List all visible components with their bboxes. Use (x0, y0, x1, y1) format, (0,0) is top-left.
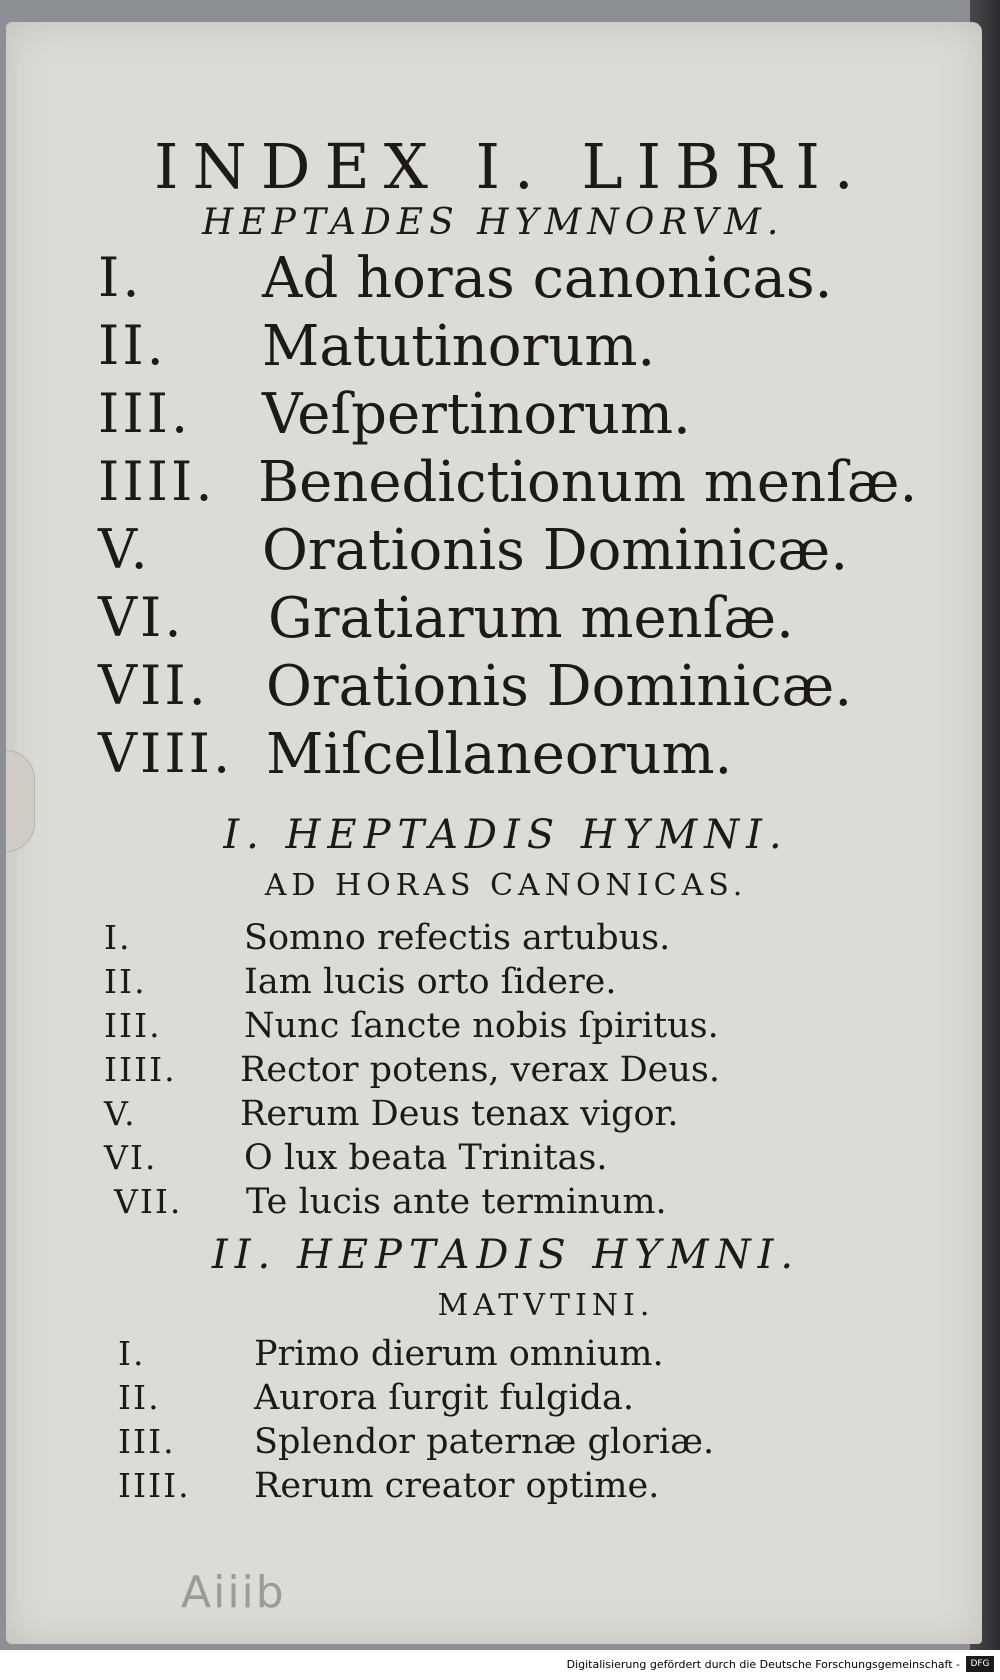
hymn-title: Aurora ſurgit fulgida. (254, 1378, 635, 1418)
index-row-number: IIII. (98, 450, 216, 513)
page-title: INDEX I. LIBRI. (154, 130, 868, 203)
hymn-number: IIII. (104, 1050, 177, 1089)
dfg-logo: DFG (966, 1656, 994, 1672)
index-row-number: V. (98, 518, 151, 581)
footer-credit: Digitalisierung gefördert durch die Deutsche Forschungsgemeinschaft - (566, 1658, 960, 1671)
pencil-signature-mark: Aiiib (181, 1567, 286, 1618)
index-row-number: VIII. (98, 722, 234, 785)
hymn-title: Nunc ſancte nobis ſpiritus. (244, 1006, 719, 1046)
hymn-number: VII. (114, 1182, 183, 1221)
hymn-number: III. (104, 1006, 162, 1045)
hymn-number: II. (118, 1378, 161, 1417)
hymn-title: Rerum creator optime. (254, 1466, 660, 1506)
index-row-number: II. (98, 314, 167, 377)
index-row-number: VI. (98, 586, 185, 649)
index-row-title: Orationis Dominicæ. (266, 654, 853, 719)
book-page (6, 22, 982, 1644)
hymn-number: I. (118, 1334, 146, 1373)
hymn-number: II. (104, 962, 147, 1001)
hymn-title: Primo dierum omnium. (254, 1334, 664, 1374)
hymn-title: O lux beata Trinitas. (244, 1138, 608, 1178)
index-row-title: Miſcellaneorum. (266, 722, 733, 787)
index-row-title: Matutinorum. (262, 314, 656, 379)
hymn-number: IIII. (118, 1466, 191, 1505)
section-title: I. HEPTADIS HYMNI. (223, 812, 789, 858)
hymn-number: III. (118, 1422, 176, 1461)
page-subtitle: HEPTADES HYMNORVM. (202, 202, 785, 243)
digitization-footer (0, 1650, 1000, 1680)
hymn-title: Iam lucis orto ſidere. (244, 962, 617, 1002)
index-row-number: VII. (98, 654, 209, 717)
index-row-title: Orationis Dominicæ. (262, 518, 849, 583)
hymn-number: V. (104, 1094, 137, 1133)
index-row-title: Gratiarum menſæ. (268, 586, 794, 651)
hymn-title: Somno refectis artubus. (244, 918, 671, 958)
section-title: II. HEPTADIS HYMNI. (211, 1232, 801, 1278)
index-row-number: III. (98, 382, 192, 445)
section-subtitle: MATVTINI. (437, 1288, 655, 1323)
index-row-title: Ad horas canonicas. (262, 246, 833, 311)
hymn-number: VI. (104, 1138, 158, 1177)
index-row-title: Benedictionum menſæ. (258, 450, 918, 515)
hymn-title: Rector potens, verax Deus. (240, 1050, 721, 1090)
hymn-title: Splendor paternæ gloriæ. (254, 1422, 715, 1462)
hymn-title: Te lucis ante terminum. (246, 1182, 667, 1222)
hymn-number: I. (104, 918, 132, 957)
hymn-title: Rerum Deus tenax vigor. (240, 1094, 679, 1134)
section-subtitle: AD HORAS CANONICAS. (264, 868, 748, 903)
index-row-number: I. (98, 246, 143, 309)
index-row-title: Veſpertinorum. (262, 382, 691, 447)
